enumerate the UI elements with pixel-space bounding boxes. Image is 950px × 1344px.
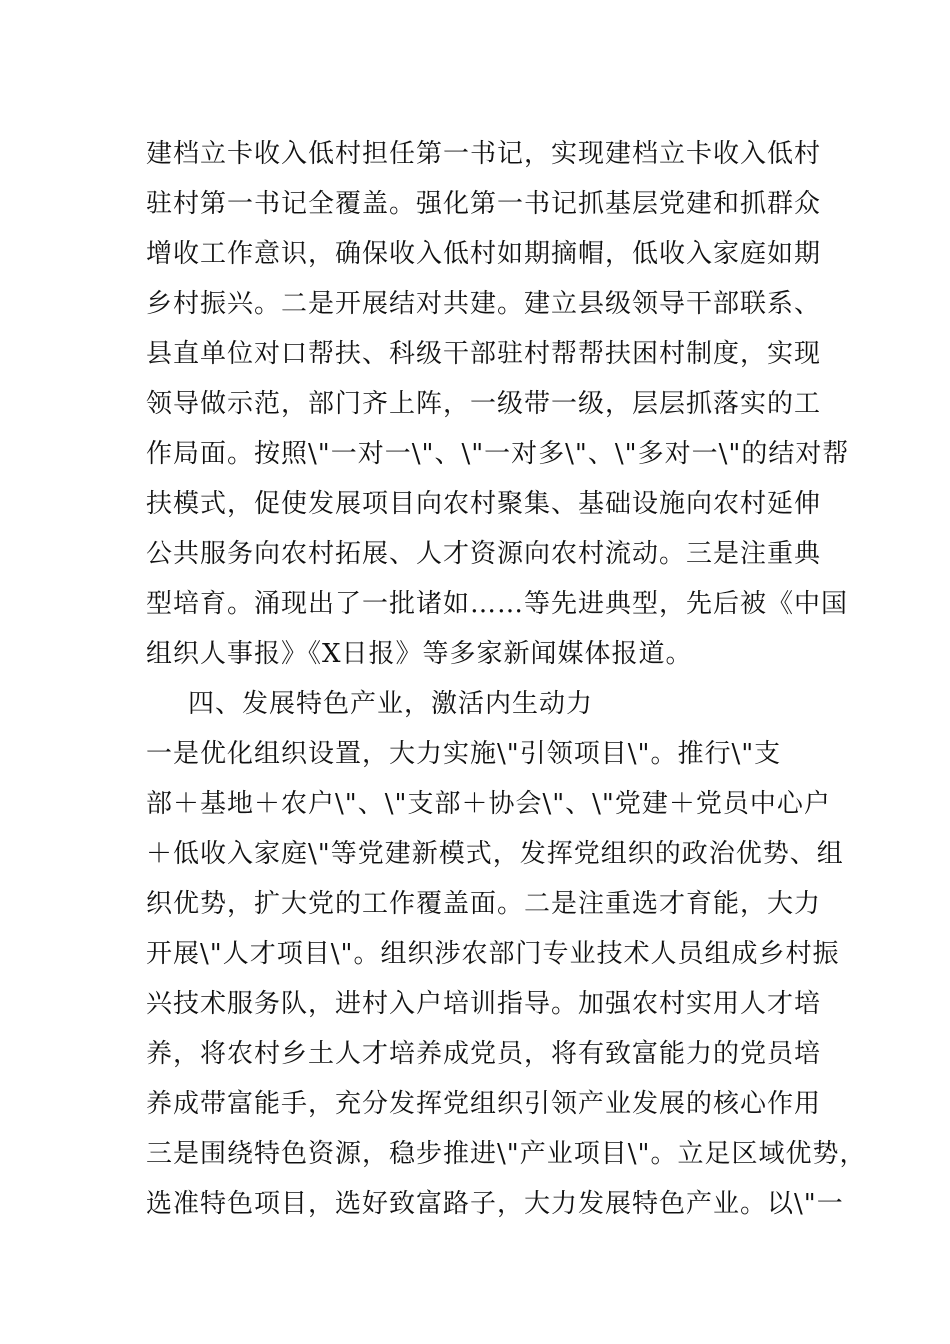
text-line: 增收工作意识，确保收入低村如期摘帽，低收入家庭如期	[146, 239, 822, 269]
text-line: 养，将农村乡土人才培养成党员，将有致富能力的党员培	[146, 1039, 822, 1069]
text-line: ＋低收入家庭\"等党建新模式，发挥党组织的政治优势、组	[146, 839, 844, 869]
text-line: 驻村第一书记全覆盖。强化第一书记抓基层党建和抓群众	[146, 189, 822, 219]
section-heading: 四、发展特色产业，激活内生动力	[188, 689, 594, 719]
text-line: 公共服务向农村拓展、人才资源向农村流动。三是注重典	[146, 539, 822, 569]
text-line: 领导做示范，部门齐上阵，一级带一级，层层抓落实的工	[146, 389, 822, 419]
text-line: 扶模式，促使发展项目向农村聚集、基础设施向农村延伸	[146, 489, 822, 519]
text-line: 乡村振兴。二是开展结对共建。建立县级领导干部联系、	[146, 289, 822, 319]
text-line: 部＋基地＋农户\"、\"支部＋协会\"、\"党建＋党员中心户	[146, 789, 831, 819]
text-line: 一是优化组织设置，大力实施\"引领项目\"。推行\"支	[146, 739, 782, 769]
text-line: 作局面。按照\"一对一\"、\"一对多\"、\"多对一\"的结对帮	[146, 439, 850, 469]
text-line: 养成带富能手，充分发挥党组织引领产业发展的核心作用	[146, 1089, 822, 1119]
text-line: 开展\"人才项目\"。组织涉农部门专业技术人员组成乡村振	[146, 939, 840, 969]
text-line: 组织人事报》《X日报》等多家新闻媒体报道。	[146, 639, 693, 669]
text-line: 型培育。涌现出了一批诸如……等先进典型，先后被《中国	[146, 589, 849, 619]
text-line: 选准特色项目，选好致富路子，大力发展特色产业。以\"一	[146, 1189, 844, 1219]
text-line: 县直单位对口帮扶、科级干部驻村帮帮扶困村制度，实现	[146, 339, 822, 369]
text-line: 三是围绕特色资源，稳步推进\"产业项目\"。立足区域优势，	[146, 1139, 867, 1169]
text-line: 建档立卡收入低村担任第一书记，实现建档立卡收入低村	[146, 139, 822, 169]
text-line: 兴技术服务队，进村入户培训指导。加强农村实用人才培	[146, 989, 822, 1019]
text-line: 织优势，扩大党的工作覆盖面。二是注重选才育能，大力	[146, 889, 822, 919]
